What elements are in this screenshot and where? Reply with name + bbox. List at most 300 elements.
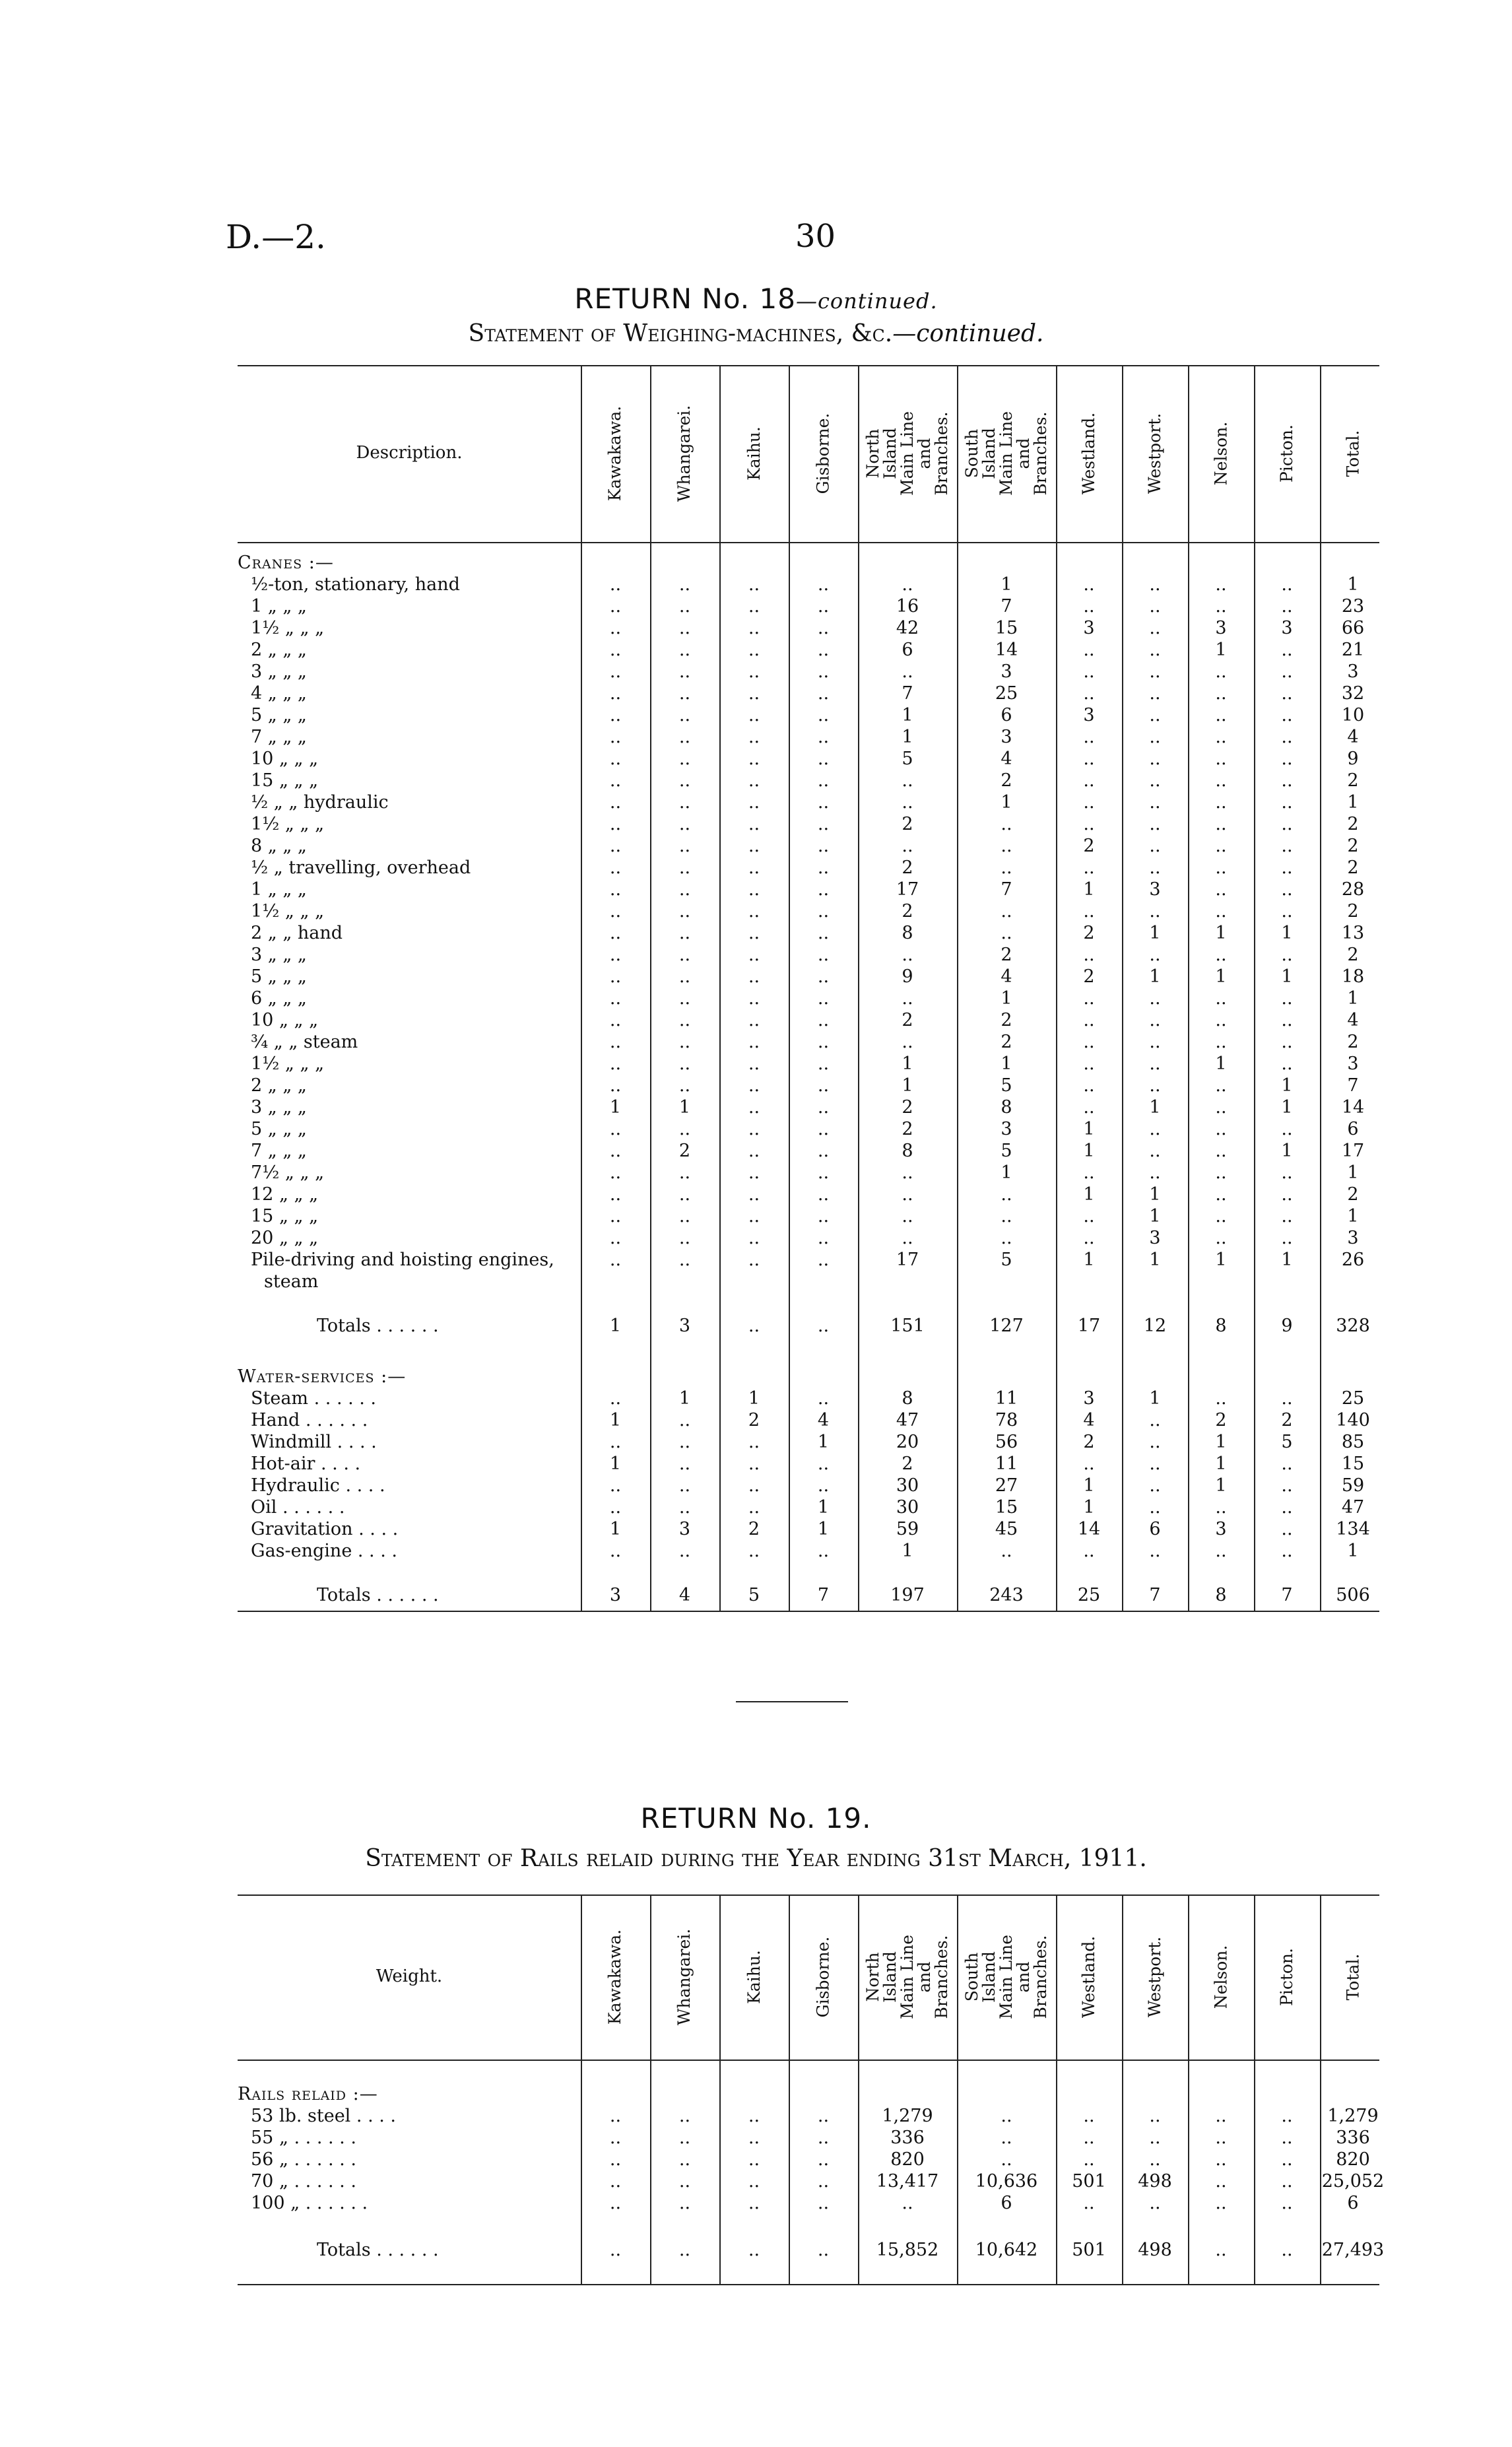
- row-label: 2 „ „ „: [251, 640, 307, 660]
- table-cell: ..: [1083, 574, 1095, 595]
- table-cell: 2: [1347, 1032, 1359, 1052]
- table-cell: ..: [1149, 2106, 1161, 2126]
- row-label: 56 „ . . . . . .: [251, 2149, 356, 2170]
- table-cell: 4: [817, 1410, 830, 1430]
- table-row: [238, 967, 1379, 987]
- table-cell: ..: [1281, 1162, 1293, 1183]
- table-cell: 1: [1083, 1119, 1095, 1139]
- table-cell: ..: [678, 1497, 691, 1518]
- row-label: 8 „ „ „: [251, 836, 307, 856]
- table-cell: ..: [609, 1475, 622, 1496]
- table-cell: 1: [1347, 792, 1359, 813]
- table-cell: ..: [748, 640, 760, 660]
- table-cell: ..: [678, 966, 691, 987]
- table-cell: 1: [1001, 1054, 1012, 1074]
- table-cell: 59: [896, 1519, 919, 1539]
- table-cell: ..: [1215, 596, 1227, 617]
- totals-row: [238, 2240, 1385, 2260]
- table-cell: ..: [748, 857, 760, 878]
- table-cell: ..: [1215, 1184, 1227, 1205]
- table-cell: 10: [1341, 705, 1365, 725]
- table-cell: 78: [995, 1410, 1018, 1430]
- table-row: [238, 1054, 1379, 1074]
- table-cell: ..: [748, 596, 760, 617]
- table-cell: ..: [817, 2193, 830, 2213]
- table-row: [238, 640, 1379, 660]
- table-cell: ..: [1149, 1075, 1161, 1096]
- table-cell: ..: [1083, 749, 1095, 769]
- table-cell: ..: [902, 574, 913, 595]
- table-cell: 1: [1215, 1432, 1227, 1452]
- table-cell: ..: [1083, 640, 1095, 660]
- table-cell: ..: [1215, 2128, 1227, 2148]
- table-cell: ..: [1149, 1010, 1161, 1030]
- table-cell: ..: [817, 966, 830, 987]
- table-cell: ..: [817, 857, 830, 878]
- table-cell: ..: [1281, 1519, 1293, 1539]
- table-cell: ..: [609, 1541, 622, 1561]
- table-cell: ..: [609, 618, 622, 638]
- row-label: 15 „ „ „: [251, 1206, 319, 1226]
- row-label: 2 „ „ hand: [251, 923, 343, 943]
- table-cell: 11: [995, 1388, 1018, 1409]
- table-cell: ..: [609, 596, 622, 617]
- table-row: [238, 1476, 1379, 1496]
- table-cell: ..: [1083, 2106, 1095, 2126]
- table-cell: ..: [1281, 836, 1293, 856]
- table-cell: 1,279: [1327, 2106, 1379, 2126]
- table-cell: ..: [748, 661, 760, 682]
- return-18-subtitle: Statement of Weighing-machines, &c.—continued.: [468, 320, 1044, 347]
- row-label: ¾ „ „ steam: [251, 1032, 358, 1052]
- table-cell: ..: [1215, 2171, 1227, 2192]
- table-cell: 23: [1341, 596, 1365, 617]
- table-cell: ..: [1149, 1141, 1161, 1161]
- table-cell: ..: [1215, 1010, 1227, 1030]
- table-cell: ..: [1281, 1388, 1293, 1409]
- table-cell: ..: [1149, 1119, 1161, 1139]
- table-cell: ..: [1215, 836, 1227, 856]
- table-cell: ..: [1215, 2193, 1227, 2213]
- table-cell: ..: [678, 727, 691, 747]
- table-cell: 1: [1083, 879, 1095, 900]
- column-header: Nelson.: [1210, 1945, 1230, 2009]
- column-header: Kawakawa.: [605, 405, 625, 502]
- table-cell: ..: [609, 966, 622, 987]
- table-cell: 3: [1083, 618, 1095, 638]
- table-cell: 501: [1072, 2171, 1106, 2192]
- table-cell: ..: [609, 2106, 622, 2126]
- table-cell: ..: [1149, 640, 1161, 660]
- table-cell: ..: [817, 1475, 830, 1496]
- table-cell: 4: [1347, 727, 1359, 747]
- table-cell: ..: [678, 1119, 691, 1139]
- table-cell: ..: [609, 683, 622, 704]
- table-row: [238, 597, 1379, 617]
- table-cell: 3: [1001, 661, 1012, 682]
- table-cell: ..: [817, 705, 830, 725]
- row-label: 1 „ „ „: [251, 879, 307, 900]
- table-cell: 2: [1215, 1410, 1227, 1430]
- table-cell: ..: [609, 2171, 622, 2192]
- table-cell: 2: [1083, 1432, 1095, 1452]
- table-cell: 17: [896, 879, 919, 900]
- table-cell: ..: [1083, 1206, 1095, 1226]
- table-cell: ..: [1215, 945, 1227, 965]
- return-19-subtitle: Statement of Rails relaid during the Year ending 31st March, 1911.: [365, 1845, 1147, 1872]
- table-cell: ..: [1215, 1388, 1227, 1409]
- table-cell: ..: [678, 901, 691, 922]
- table-row: [238, 706, 1379, 725]
- table-cell: ..: [1215, 749, 1227, 769]
- column-header: Total.: [1343, 430, 1362, 477]
- table-cell: 56: [995, 1432, 1018, 1452]
- column-header: Picton.: [1277, 1948, 1296, 2006]
- table-cell: ..: [678, 1454, 691, 1474]
- table-row: [238, 575, 1379, 595]
- table-cell: ..: [609, 1228, 622, 1248]
- table-cell: ..: [1281, 2106, 1293, 2126]
- table-cell: ..: [609, 661, 622, 682]
- table-cell: 2: [1001, 945, 1012, 965]
- table-cell: ..: [609, 640, 622, 660]
- table-cell: 3: [1347, 1228, 1359, 1248]
- table-cell: 2: [1347, 1184, 1359, 1205]
- table-cell: ..: [817, 988, 830, 1009]
- table-cell: ..: [678, 640, 691, 660]
- column-header: Whangarei.: [674, 405, 694, 502]
- table-cell: ..: [748, 1541, 760, 1561]
- table-cell: ..: [1149, 661, 1161, 682]
- table-cell: 6: [1149, 1519, 1161, 1539]
- table-cell: ..: [1149, 988, 1161, 1009]
- table-cell: ..: [609, 1184, 622, 1205]
- row-label: Hand . . . . . .: [251, 1410, 368, 1430]
- table-cell: ..: [609, 1497, 622, 1518]
- table-cell: 1: [1347, 574, 1359, 595]
- column-header: Picton.: [1277, 424, 1296, 483]
- table-cell: 2: [902, 901, 913, 922]
- table-cell: 2: [1001, 1032, 1012, 1052]
- table-row: [238, 1011, 1379, 1030]
- table-cell: ..: [902, 2193, 913, 2213]
- table-cell: ..: [1083, 901, 1095, 922]
- table-cell: 20: [896, 1432, 919, 1452]
- table-cell: ..: [748, 901, 760, 922]
- table-cell: 2: [678, 1141, 691, 1161]
- table-cell: ..: [1083, 1454, 1095, 1474]
- table-cell: 1: [817, 1519, 830, 1539]
- table-cell: ..: [748, 749, 760, 769]
- table-cell: ..: [609, 2149, 622, 2170]
- column-header: North Island Main Line and Branches.: [863, 1934, 951, 2020]
- description-column-header: Weight.: [376, 1966, 443, 1986]
- table-cell: 17: [1341, 1141, 1365, 1161]
- table-cell: ..: [817, 879, 830, 900]
- table-cell: ..: [1149, 705, 1161, 725]
- table-cell: 66: [1341, 618, 1365, 638]
- table-row: [238, 2128, 1379, 2148]
- section-heading: [238, 1367, 1379, 1387]
- table-cell: ..: [902, 1206, 913, 1226]
- table-row: [238, 1120, 1379, 1139]
- table-cell: 17: [1077, 1316, 1101, 1336]
- table-cell: ..: [1215, 879, 1227, 900]
- table-row: [238, 2150, 1379, 2170]
- table-cell: ..: [1083, 1010, 1095, 1030]
- row-label: Windmill . . . .: [251, 1432, 377, 1452]
- table-cell: ..: [678, 596, 691, 617]
- table-cell: ..: [1281, 1010, 1293, 1030]
- table-cell: 30: [896, 1475, 919, 1496]
- table-cell: ..: [1083, 1075, 1095, 1096]
- table-cell: 4: [678, 1585, 691, 1605]
- table-cell: ..: [817, 901, 830, 922]
- table-cell: ..: [1281, 661, 1293, 682]
- row-label: Gas-engine . . . .: [251, 1541, 397, 1561]
- column-header: Westport.: [1145, 413, 1165, 494]
- row-label: 7½ „ „ „: [251, 1162, 325, 1183]
- table-cell: 2: [1083, 966, 1095, 987]
- table-cell: 11: [995, 1454, 1018, 1474]
- table-cell: 16: [896, 596, 919, 617]
- row-label: Totals . . . . . .: [317, 1585, 439, 1605]
- table-cell: ..: [1001, 2106, 1012, 2126]
- table-cell: ..: [1083, 1228, 1095, 1248]
- row-label: ½ „ „ hydraulic: [251, 792, 389, 813]
- table-cell: ..: [1281, 1454, 1293, 1474]
- header-bottom-rule: [238, 2060, 1379, 2061]
- table-cell: 3: [678, 1519, 691, 1539]
- table-cell: 1: [1281, 966, 1293, 987]
- table-cell: 2: [1347, 836, 1359, 856]
- table-cell: ..: [817, 1388, 830, 1409]
- table-row: [238, 1076, 1379, 1096]
- table-cell: ..: [678, 1162, 691, 1183]
- table-cell: ..: [1281, 2193, 1293, 2213]
- table-cell: 85: [1341, 1432, 1365, 1452]
- table-cell: 506: [1336, 1585, 1370, 1605]
- table-cell: ..: [1215, 2240, 1227, 2260]
- totals-row: [238, 1316, 1379, 1336]
- table-cell: 1: [609, 1097, 622, 1118]
- table-cell: ..: [678, 988, 691, 1009]
- table-cell: ..: [902, 792, 913, 813]
- row-label: 53 lb. steel . . . .: [251, 2106, 396, 2126]
- table-row: [238, 923, 1379, 943]
- row-label: 1 „ „ „: [251, 596, 307, 617]
- table-cell: ..: [748, 1250, 760, 1270]
- table-cell: ..: [748, 1119, 760, 1139]
- table-cell: ..: [678, 749, 691, 769]
- table-cell: ..: [748, 966, 760, 987]
- table-cell: 13: [1341, 923, 1365, 943]
- table-cell: ..: [817, 1228, 830, 1248]
- table-row: [238, 1098, 1379, 1118]
- table-cell: ..: [609, 901, 622, 922]
- table-cell: ..: [902, 945, 913, 965]
- table-cell: 1: [1083, 1184, 1095, 1205]
- column-header: Westland.: [1079, 412, 1098, 495]
- table-cell: ..: [817, 2240, 830, 2260]
- table-cell: ..: [609, 836, 622, 856]
- section-heading: [238, 2085, 1379, 2104]
- table-cell: ..: [678, 1410, 691, 1430]
- table-cell: 30: [896, 1497, 919, 1518]
- table-row: [238, 902, 1379, 922]
- table-cell: ..: [1281, 770, 1293, 791]
- table-cell: ..: [748, 2171, 760, 2192]
- table-cell: ..: [817, 727, 830, 747]
- table-cell: 1: [1083, 1497, 1095, 1518]
- table-cell: 7: [817, 1585, 830, 1605]
- row-label: Cranes :—: [238, 553, 334, 573]
- table-cell: ..: [678, 923, 691, 943]
- table-cell: 1: [1215, 923, 1227, 943]
- table-cell: ..: [1001, 1184, 1012, 1205]
- table-cell: 1: [1281, 1250, 1293, 1270]
- table-cell: ..: [817, 770, 830, 791]
- table-cell: 47: [896, 1410, 919, 1430]
- table-bottom-rule: [238, 2284, 1379, 2285]
- row-label: 1½ „ „ „: [251, 618, 325, 638]
- table-cell: ..: [1083, 2149, 1095, 2170]
- table-cell: 18: [1341, 966, 1365, 987]
- table-cell: 13,417: [876, 2171, 939, 2192]
- table-cell: 127: [989, 1316, 1024, 1336]
- table-cell: ..: [1149, 901, 1161, 922]
- table-cell: 1: [609, 1454, 622, 1474]
- table-cell: 32: [1341, 683, 1365, 704]
- table-cell: ..: [1083, 770, 1095, 791]
- table-cell: ..: [902, 1162, 913, 1183]
- table-cell: ..: [1281, 683, 1293, 704]
- table-cell: ..: [817, 814, 830, 834]
- table-cell: ..: [678, 1541, 691, 1561]
- table-cell: ..: [748, 574, 760, 595]
- table-cell: ..: [748, 705, 760, 725]
- table-cell: ..: [817, 1162, 830, 1183]
- table-cell: ..: [748, 2128, 760, 2148]
- table-cell: ..: [1215, 661, 1227, 682]
- table-cell: 8: [1215, 1585, 1227, 1605]
- table-cell: 3: [1281, 618, 1293, 638]
- table-cell: 1,279: [882, 2106, 933, 2126]
- row-label: 3 „ „ „: [251, 945, 307, 965]
- table-cell: ..: [902, 1032, 913, 1052]
- table-cell: ..: [817, 2128, 830, 2148]
- row-label: 2 „ „ „: [251, 1075, 307, 1096]
- table-cell: 1: [1149, 1250, 1161, 1270]
- table-cell: ..: [678, 2193, 691, 2213]
- table-cell: 25: [1341, 1388, 1365, 1409]
- table-cell: ..: [1149, 1541, 1161, 1561]
- table-cell: ..: [1149, 857, 1161, 878]
- table-cell: ..: [678, 945, 691, 965]
- table-cell: ..: [609, 1141, 622, 1161]
- table-cell: 1: [1149, 1206, 1161, 1226]
- table-cell: ..: [1281, 945, 1293, 965]
- table-cell: 1: [1215, 1475, 1227, 1496]
- table-cell: 2: [1083, 836, 1095, 856]
- row-label: 1½ „ „ „: [251, 1054, 325, 1074]
- table-cell: 2: [1347, 770, 1359, 791]
- table-cell: 7: [902, 683, 913, 704]
- table-cell: ..: [1215, 1075, 1227, 1096]
- table-cell: 27,493: [1321, 2240, 1385, 2260]
- table-cell: ..: [678, 1032, 691, 1052]
- table-cell: ..: [1083, 1541, 1095, 1561]
- table-cell: ..: [609, 770, 622, 791]
- table-cell: 151: [890, 1316, 925, 1336]
- return-19-title: RETURN No. 19.: [640, 1802, 872, 1834]
- table-cell: ..: [1281, 1119, 1293, 1139]
- table-cell: ..: [1281, 2149, 1293, 2170]
- row-label: 6 „ „ „: [251, 988, 307, 1009]
- table-cell: ..: [609, 945, 622, 965]
- row-label: Totals . . . . . .: [317, 1316, 439, 1336]
- table-cell: 15,852: [876, 2240, 939, 2260]
- table-cell: ..: [1281, 1475, 1293, 1496]
- table-cell: 5: [1001, 1250, 1012, 1270]
- table-cell: 1: [1281, 1141, 1293, 1161]
- table-cell: ..: [1149, 683, 1161, 704]
- table-cell: 7: [1001, 879, 1012, 900]
- table-cell: ..: [1215, 1119, 1227, 1139]
- table-cell: ..: [1281, 2240, 1293, 2260]
- table-cell: ..: [609, 574, 622, 595]
- table-cell: 336: [1336, 2128, 1370, 2148]
- table-cell: 2: [1347, 901, 1359, 922]
- table-cell: 2: [1281, 1410, 1293, 1430]
- table-cell: 498: [1138, 2171, 1172, 2192]
- row-label: steam: [264, 1271, 319, 1292]
- table-cell: 2: [902, 857, 913, 878]
- table-row: [238, 1141, 1379, 1161]
- table-cell: 2: [902, 1119, 913, 1139]
- table-cell: ..: [1083, 792, 1095, 813]
- row-label: 10 „ „ „: [251, 749, 319, 769]
- row-label: ½-ton, stationary, hand: [251, 574, 460, 595]
- table-cell: ..: [1281, 1228, 1293, 1248]
- table-cell: ..: [1281, 1497, 1293, 1518]
- table-cell: 14: [1341, 1097, 1365, 1118]
- table-cell: ..: [817, 923, 830, 943]
- table-cell: 9: [902, 966, 913, 987]
- table-cell: ..: [817, 2106, 830, 2126]
- table-cell: 1: [1347, 1206, 1359, 1226]
- table-cell: ..: [1281, 749, 1293, 769]
- table-cell: 15: [995, 1497, 1018, 1518]
- table-cell: ..: [748, 2240, 760, 2260]
- row-label: Totals . . . . . .: [317, 2240, 439, 2260]
- table-cell: ..: [678, 1475, 691, 1496]
- table-cell: ..: [609, 749, 622, 769]
- return-18-title: RETURN No. 18—continued.: [574, 283, 938, 315]
- column-header: North Island Main Line and Branches.: [863, 411, 951, 496]
- table-cell: 3: [1215, 618, 1227, 638]
- table-cell: ..: [748, 1228, 760, 1248]
- table-cell: ..: [817, 1141, 830, 1161]
- table-cell: 1: [1083, 1250, 1095, 1270]
- table-cell: ..: [1281, 988, 1293, 1009]
- row-label: 3 „ „ „: [251, 1097, 307, 1118]
- table-cell: 2: [902, 1454, 913, 1474]
- column-header: Westport.: [1145, 1936, 1165, 2018]
- table-cell: ..: [1001, 1541, 1012, 1561]
- table-cell: ..: [1149, 2193, 1161, 2213]
- table-row: [238, 727, 1379, 747]
